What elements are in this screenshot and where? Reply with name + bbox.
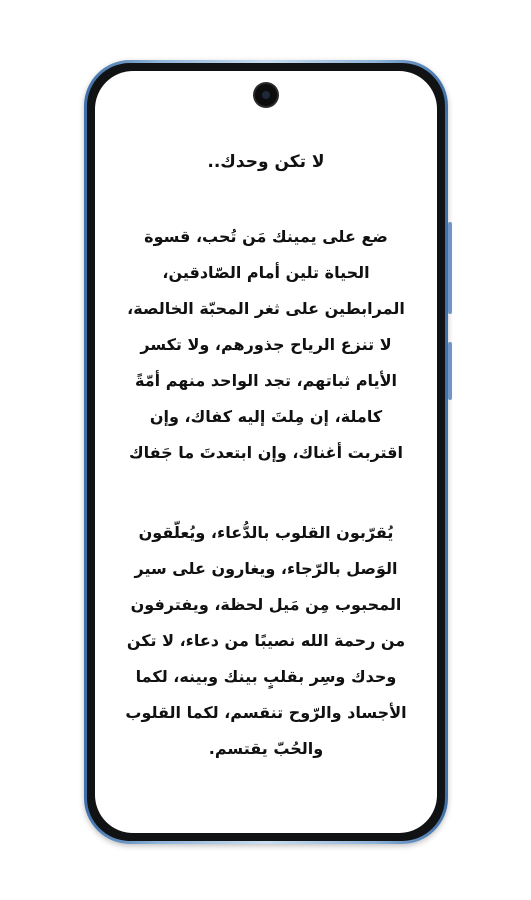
power-button (448, 342, 452, 400)
article-paragraph-2: يُقرّبون القلوب بالدُّعاء، ويُعلّقون الوَصل بالرّجاء، ويغارون على سير المحبوب مِن مَيل لحظة، ويفترفون من رحمة الله نصيبًا من دعاء، لا تكن وحدك وسِر بقلبٍ بينك وبينه، لكما الأجساد والرّوح تنقسم، لكما القلوب والحُبّ يقتسم. (125, 523, 407, 758)
phone-bezel (87, 63, 445, 841)
article-paragraph-1: ضع على يمينك مَن تُحب، قسوة الحياة تلين أمام الصّادقين، المرابطين على ثغر المحبّة الخالصة، لا تنزع الرياح جذورهم، ولا تكسر الأيام ثباتهم، تجد الواحد منهم أمّةً كاملة، إن مِلتَ إليه كفاك، وإن اقتربت أغناك، وإن ابتعدتَ ما جَفاك (127, 227, 405, 462)
article-content (125, 149, 407, 811)
volume-button (448, 222, 452, 314)
phone-screen (95, 71, 437, 833)
article-title: لا تكن وحدك.. (207, 152, 325, 172)
front-camera-icon (255, 84, 277, 106)
phone-frame (84, 60, 448, 844)
